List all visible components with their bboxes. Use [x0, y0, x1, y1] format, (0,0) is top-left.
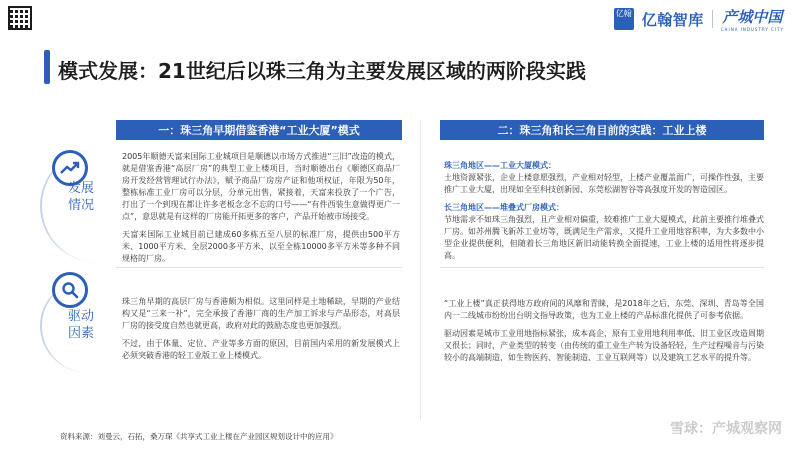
section2-paragraph-1: 珠三角早期的高层厂房与香港颇为相似。这里同样是土地稀缺，早期的产业结构又是“三来一补”，完全承接了香港厂商的生产加工诉求与产品形态，对高层厂房的接受度自然也就更高，政府对此的鼓励态度也更加强烈。 [122, 297, 400, 330]
yangtze-delta-text: 节地需求不如珠三角强烈，且产业相对偏重，较难推广工业大厦模式，此前主要推行堆叠式厂房。如苏州腾飞新苏工业坊等，既满足生产需求，又提升工业用地容积率，为大多数中小型企业提供便利，但随着长三角地区新旧动能转换全面提速，工业上楼的适用性将逐步提高。 [444, 215, 764, 260]
brand-separator [712, 10, 713, 28]
right-section2-paragraph-2: 驱动因素是城市工业用地指标紧张，成本高企，原有工业用地利用率低、旧工业区改造周期又很长；同时，产业类型的转变（由传统的重工业生产转为设备轻轻，生产过程噪音与污染较小的高端制造，如生物医药、智能制造、工业互联网等）以及建筑工艺水平的提升等。 [444, 329, 764, 362]
left-section-divider [116, 267, 402, 268]
section2-paragraph-2: 不过，由于体量、定位、产业等多方面的原因，目前国内采用的新发展模式上必须突破香港的轻工业版工业上楼模式。 [122, 339, 400, 360]
chancheng-logo [721, 6, 784, 32]
section1-paragraph-1: 2005年顺德天富来国际工业城项目是顺德以市场方式推进“三旧”改造的模式，就是借鉴香港“高层厂房”的典型工业上楼项目，当时顺德出台《顺德区商品厂房开发经营管理试行办法》，赋予商品厂房房产证和他项权证，年限为50年，整栋标准工业厂房可以分层，分单元出售，紧接着，天富来投放了一个广告，打出了一个到现在都让许多老板念念不忘的口号——“有件西装生意做得更广一点”，意思就是有这样的厂房能开拓更多的客户，产品开始被市场接受。 [122, 152, 400, 221]
right-section1-body [444, 160, 764, 268]
column-divider [420, 120, 421, 420]
watermark: 雪球：产城观察网 [670, 421, 782, 437]
yihan-brand-name: 亿翰智库 [641, 10, 704, 29]
yihan-logo-icon: 亿翰 [614, 8, 634, 30]
right-section2-paragraph-1: “工业上楼”真正获得地方政府间的风靡和青睐，是2018年之后，东莞、深圳、青岛等全国内一二线城市纷纷出台明文指导政策，也为工业上楼的产品标准化提供了可参考依据。 [444, 299, 764, 320]
section1-paragraph-2: 天富来国际工业城目前已建成60多栋五至八层的标准厂房，提供由500平方米、1000平方米、全层2000多平方米、以至全栋10000多平方米等多种不同规格的厂房。 [122, 230, 400, 263]
right-column-heading: 二：珠三角和长三角目前的实践：工业上楼 [440, 120, 764, 140]
chancheng-brand-sub: CHINA INDUSTRY CITY [720, 27, 784, 32]
source-citation: 资料来源：刘曼云，石拓，桑万琛《共享式工业上楼在产业园区规划设计中的应用》 [60, 432, 338, 441]
page-title: 模式发展：21世纪后以珠三角为主要发展区域的两阶段实践 [58, 59, 586, 83]
title-accent-bar [44, 50, 50, 84]
brand-logos [614, 6, 784, 32]
section2-body [122, 296, 400, 368]
section1-label: 发展情况 [67, 181, 94, 213]
qr-code [8, 6, 32, 30]
section2-label: 驱动因素 [67, 309, 94, 341]
search-icon [52, 272, 88, 308]
pearl-river-delta-title: 珠三角地区——工业大厦模式： [444, 161, 556, 170]
right-section2-body [444, 298, 764, 370]
left-column-heading: 一：珠三角早期借鉴香港“工业大厦”模式 [116, 120, 402, 140]
pearl-river-delta-text: 土地资源紧张，企业上楼意愿强烈，产业相对轻型，上楼产业覆盖面广，可操作性强，主要推广工业大厦，出现如全至科技创新园、东莞松湖智谷等高强度开发的智造园区。 [444, 173, 764, 194]
section1-body [122, 151, 400, 271]
chancheng-brand-name: 产城中国 [722, 8, 783, 26]
yangtze-delta-title: 长三角地区——堆叠式厂房模式： [444, 203, 564, 212]
